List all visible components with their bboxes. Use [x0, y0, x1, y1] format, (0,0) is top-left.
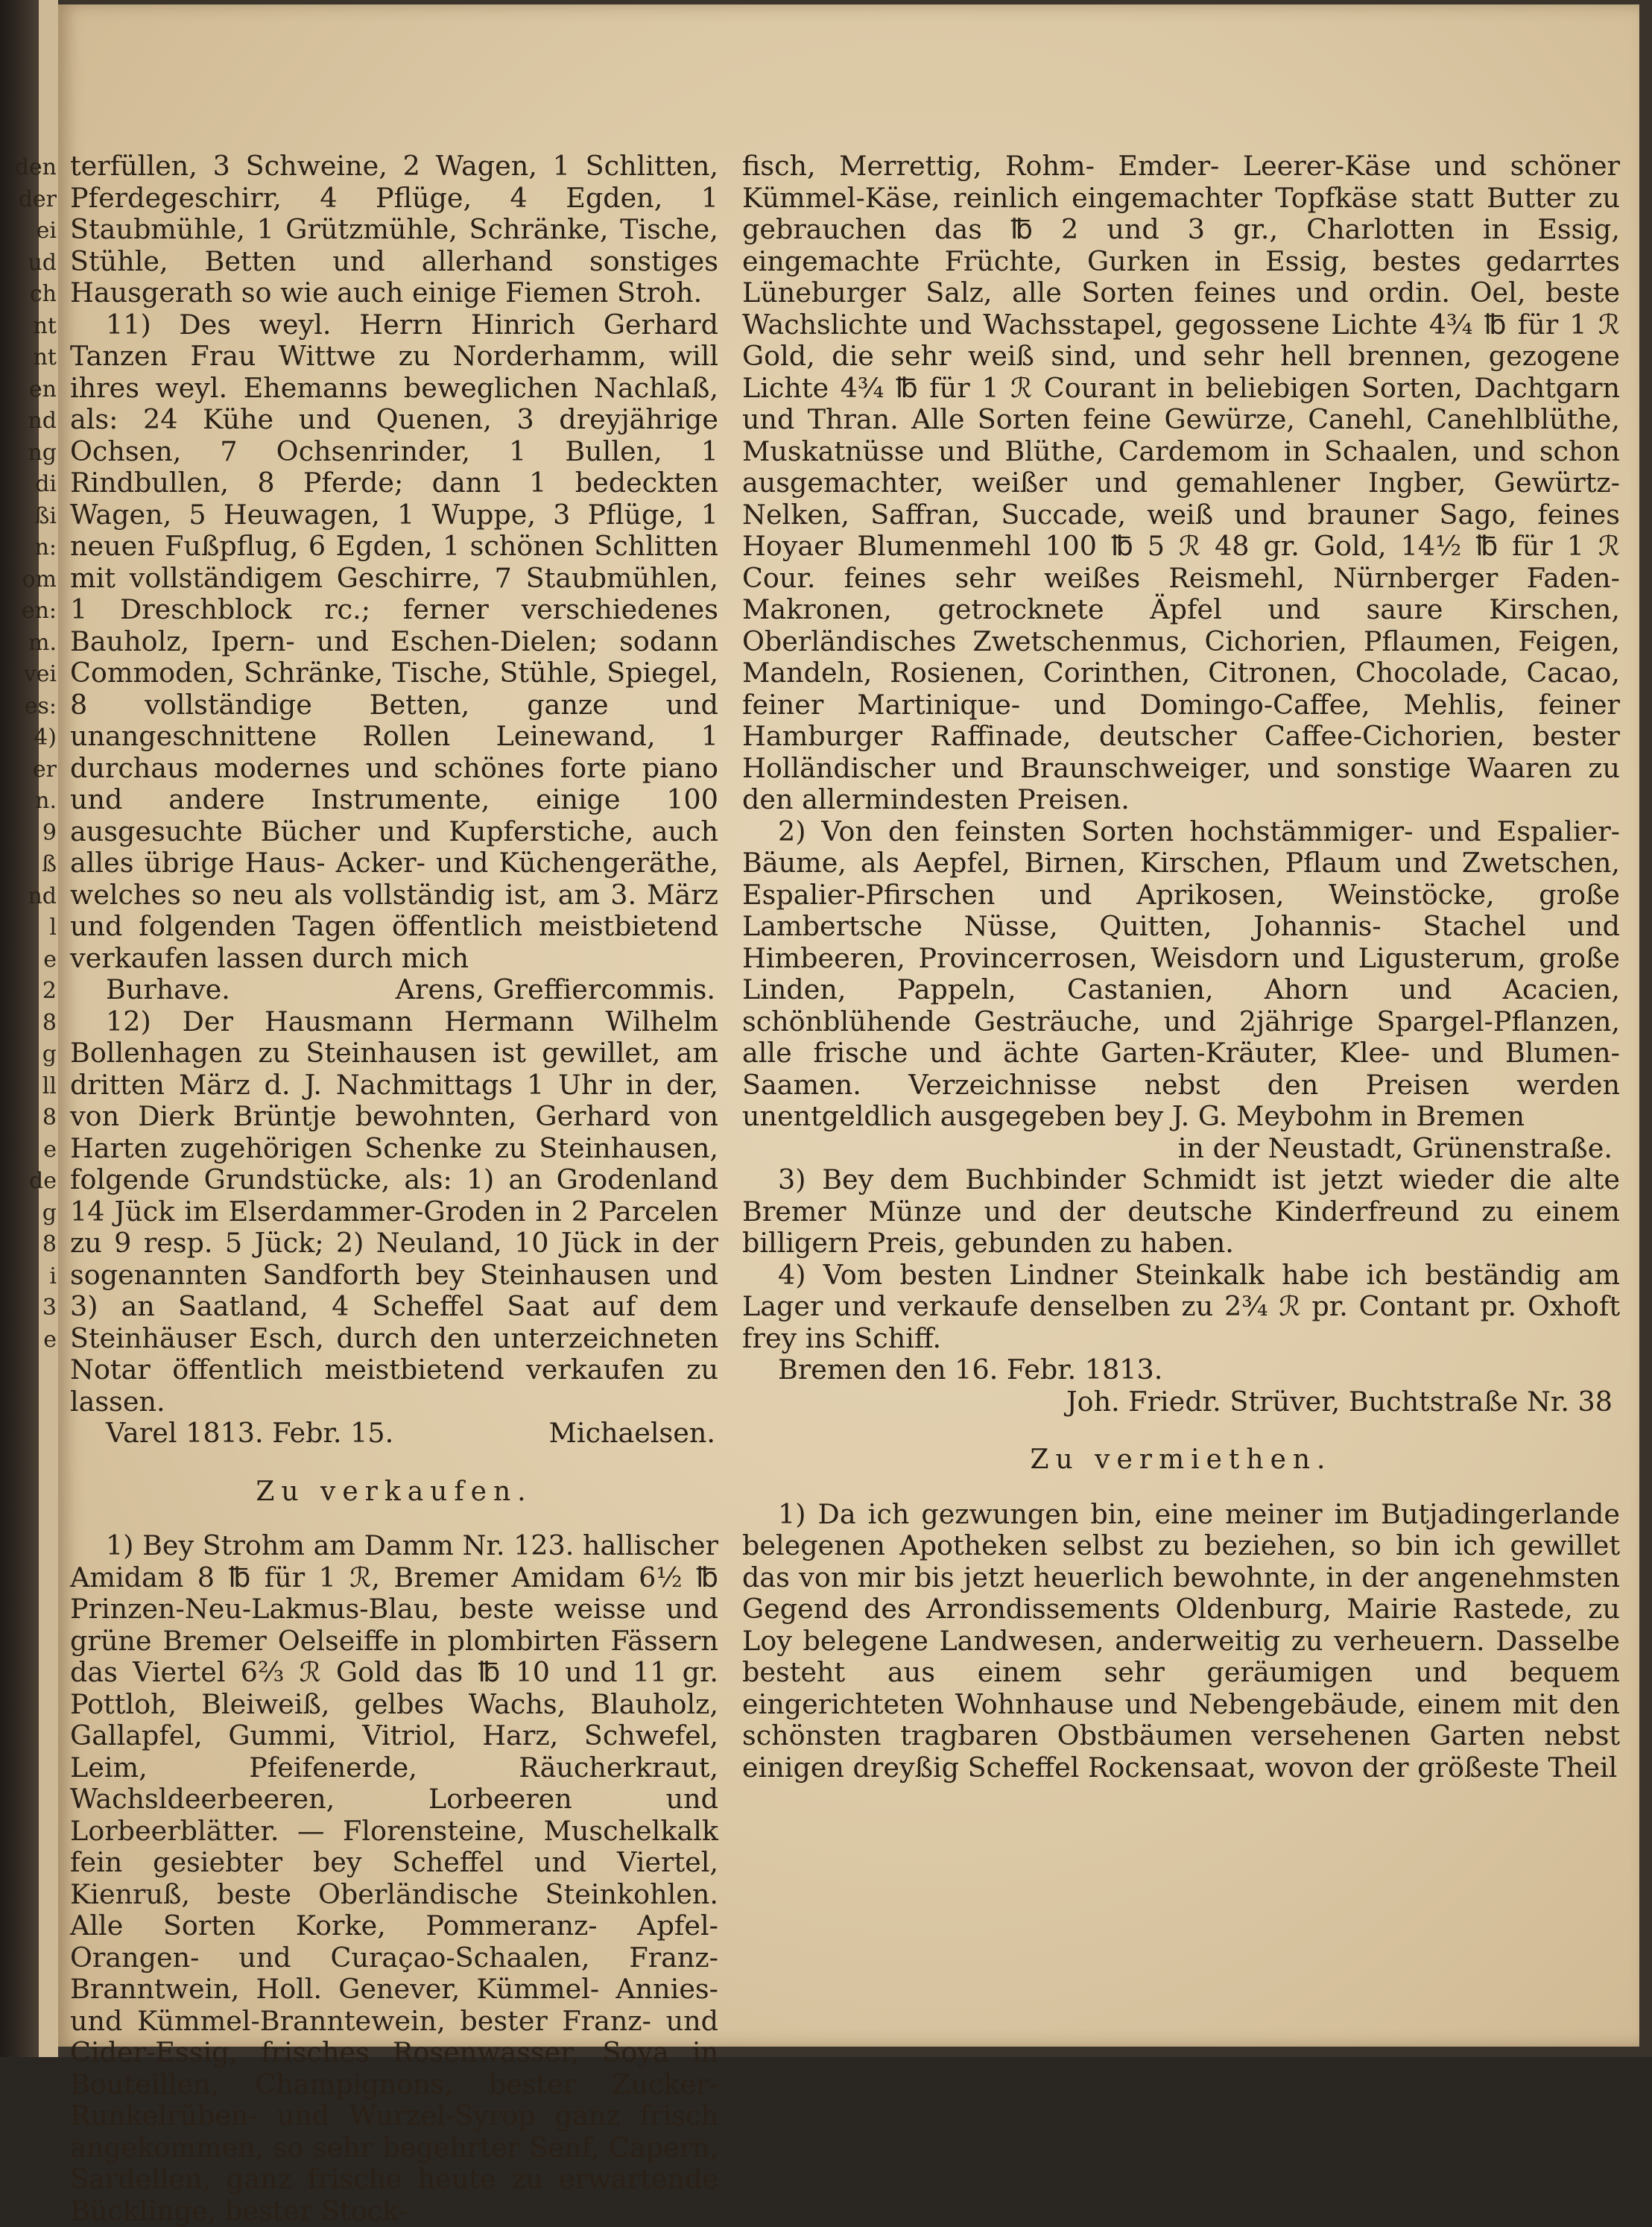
margin-fragment: g	[42, 1199, 57, 1226]
right-column	[742, 151, 1620, 1784]
margin-fragment: ßi	[34, 502, 57, 529]
margin-fragment: i	[49, 1263, 57, 1289]
article-paragraph: 2) Von den feinsten Sorten hochstämmiger- und Espalier-Bäume, als Aepfel, Birnen, Kirschen, Pflaum und Zwetschen, Espalier-Pfirschen und Aprikosen, Weinstöcke, große Lambertsche Nüsse, Quitten, Johannis- Stachel und Himbeeren, Provincerrosen, Weisdorn und Ligusterum, große Linden, Pappeln, Castanien, Ahorn und Acacien, schönblühende Gesträuche, und 2jährige Spargel-Pflanzen, alle frische und ächte Garten-Kräuter, Klee- und Blumen-Saamen. Verzeichnisse nebst den Preisen werden unentgeldlich ausgegeben bey J. G. Meybohm in Bremen	[742, 815, 1620, 1132]
margin-fragment: ng	[28, 439, 57, 466]
margin-fragment: vei	[23, 661, 57, 687]
margin-fragment: e	[43, 1326, 57, 1353]
margin-fragment: 2	[42, 978, 57, 1004]
margin-fragment: 4)	[34, 724, 57, 751]
margin-fragment: l	[49, 915, 57, 941]
margin-fragment: n.	[35, 788, 57, 814]
margin-fragment: nd	[28, 882, 57, 909]
left-column	[70, 151, 718, 2227]
section-heading: Zu verkaufen.	[256, 1476, 533, 1507]
article-paragraph: fisch, Merrettig, Rohm- Emder- Leerer-Käse und schöner Kümmel-Käse, reinlich eingemachter Topfkäse statt Butter zu gebrauchen das ℔ 2 und 3 gr., Charlotten in Essig, eingemachte Früchte, Gurken in Essig, bestes gedarrtes Lüneburger Salz, alle Sorten feines und ordin. Oel, beste Wachslichte und Wachsstapel, gegossene Lichte 4¾ ℔ für 1 ℛ Gold, die sehr weiß sind, und sehr hell brennen, gezogene Lichte 4¾ ℔ für 1 ℛ Courant in beliebigen Sorten, Dachtgarn und Thran. Alle Sorten feine Gewürze, Canehl, Canehlblüthe, Muskatnüsse und Blüthe, Cardemom in Schaalen, und schon ausgemachter, weißer und gemahlener Ingber, Gewürtz-Nelken, Saffran, Succade, weiß und brauner Sago, feines Hoyaer Blumenmehl 100 ℔ 5 ℛ 48 gr. Gold, 14½ ℔ für 1 ℛ Cour. feines sehr weißes Reismehl, Nürnberger Faden-Makronen, getrocknete Äpfel und saure Kirschen, Oberländisches Zwetschenmus, Cichorien, Pflaumen, Feigen, Mandeln, Rosienen, Corinthen, Citronen, Chocolade, Cacao, feiner Martinique- und Domingo-Caffee, Mehlis, feiner Hamburger Raffinade, deutscher Caffee-Cichorien, bester Holländischer und Braunschweiger, und sonstige Waaren zu den allermindesten Preisen.	[742, 150, 1620, 815]
margin-fragment: om	[22, 566, 57, 593]
article-paragraph: 4) Vom besten Lindner Steinkalk habe ich beständig am Lager und verkaufe denselben zu 2¾ ℛ pr. Contant pr. Oxhoft frey ins Schiff.	[742, 1258, 1620, 1354]
article-paragraph: 11) Des weyl. Herrn Hinrich Gerhard Tanzen Frau Wittwe zu Norderhamm, will ihres weyl. Ehemanns beweglichen Nachlaß, als: 24 Kühe und Quenen, 3 dreyjährige Ochsen, 7 Ochsenrinder, 1 Bullen, 1 Rindbullen, 8 Pferde; dann 1 bedeckten Wagen, 5 Heuwagen, 1 Wuppe, 3 Pflüge, 1 neuen Fußpflug, 6 Egden, 1 schönen Schlitten mit vollständigem Geschirre, 7 Staubmühlen, 1 Dreschblock rc.; ferner verschiedenes Bauholz, Ipern- und Eschen-Dielen; sodann Commoden, Schränke, Tische, Stühle, Spiegel, 8 vollständige Betten, ganze und unangeschnittene Rollen Leinewand, 1 durchaus modernes und schönes forte piano und andere Instrumente, einige 100 ausgesuchte Bücher und Kupferstiche, auch alles übrige Haus- Acker- und Küchengeräthe, welches so neu als vollständig ist, am 3. März und folgenden Tagen öffentlich meistbietend verkaufen lassen durch mich	[70, 308, 718, 974]
margin-fragment: 8	[42, 1231, 57, 1257]
margin-fragment: 9	[42, 819, 57, 846]
article-paragraph: Bremen den 16. Febr. 1813.	[778, 1353, 1163, 1386]
section-heading: Zu vermiethen.	[1030, 1444, 1332, 1475]
article-paragraph: terfüllen, 3 Schweine, 2 Wagen, 1 Schlitten, Pferdegeschirr, 4 Pflüge, 4 Egden, 1 Staubmühle, 1 Grützmühle, Schränke, Tische, Stühle, Betten und allerhand sonstiges Hausgerath so wie auch einige Fiemen Stroh.	[70, 150, 718, 309]
margin-fragment: ud	[28, 249, 57, 276]
previous-page-edge	[14, 0, 58, 2057]
signature-place: Burhave.	[106, 973, 230, 1005]
margin-fragment: ll	[42, 1073, 57, 1099]
margin-fragment: nt	[33, 312, 57, 339]
right-aligned-line: Joh. Friedr. Strüver, Buchtstraße Nr. 38	[1066, 1385, 1613, 1418]
signature-line	[70, 1418, 718, 1450]
margin-fragment: e	[43, 946, 57, 973]
signature-line	[70, 974, 718, 1006]
signature-name: Arens, Greffiercommis.	[395, 973, 715, 1005]
margin-fragment: m.	[28, 629, 57, 656]
margin-fragment: nd	[28, 408, 57, 434]
margin-fragment: nt	[33, 344, 57, 370]
margin-fragment: e	[43, 1136, 57, 1163]
margin-fragment: de	[29, 1168, 57, 1194]
right-aligned-line: in der Neustadt, Grünenstraße.	[1177, 1131, 1613, 1164]
newspaper-page	[58, 4, 1639, 2227]
margin-fragment: der	[18, 186, 57, 212]
margin-fragment: en	[28, 376, 57, 402]
signature-place: Varel 1813. Febr. 15.	[106, 1417, 394, 1449]
margin-fragment: es:	[24, 692, 57, 719]
margin-fragment: en:	[21, 598, 57, 624]
margin-fragment: ei	[36, 218, 57, 244]
article-paragraph: 3) Bey dem Buchbinder Schmidt ist jetzt wieder die alte Bremer Münze und der deutsche Kinderfreund zu einem billigern Preis, gebunden zu haben.	[742, 1163, 1620, 1259]
margin-fragment: g	[42, 1041, 57, 1067]
margin-fragment: 8	[42, 1009, 57, 1036]
margin-fragment: 8	[42, 1105, 57, 1131]
article-paragraph: 12) Der Hausmann Hermann Wilhelm Bollenhagen zu Steinhausen ist gewillet, am dritten März d. J. Nachmittags 1 Uhr in der, von Dierk Brüntje bewohnten, Gerhard von Harten zugehörigen Schenke zu Steinhausen, folgende Grundstücke, als: 1) an Grodenland 14 Jück im Elserdammer-Groden in 2 Parcelen zu 9 resp. 5 Jück; 2) Neuland, 10 Jück in der sogenannten Sandforth bey Steinhausen und 3) an Saatland, 4 Scheffel Saat auf dem Steinhäuser Esch, durch den unterzeichneten Notar öffentlich meistbietend verkaufen zu lassen.	[70, 1005, 718, 1418]
margin-fragment: er	[32, 756, 57, 783]
margin-fragment: ch	[29, 281, 57, 307]
margin-fragment: 3	[42, 1295, 57, 1321]
margin-fragment: ß	[41, 851, 57, 877]
margin-fragment: n:	[34, 534, 57, 560]
margin-fragment: di	[35, 471, 57, 497]
book-spine	[0, 0, 39, 2057]
article-paragraph: 1) Da ich gezwungen bin, eine meiner im Butjadingerlande belegenen Apotheken selbst zu beziehen, so bin ich gewillet das von mir bis jetzt heuerlich bewohnte, in der angenehmsten Gegend des Arrondissements Oldenburg, Mairie Rastede, zu Loy belegene Landwesen, anderweitig zu verheuern. Dasselbe besteht aus einem sehr geräumigen und bequem eingerichteten Wohnhause und Nebengebäude, einem mit den schönsten tragbaren Obstbäumen versehenen Garten nebst einigen dreyßig Scheffel Rockensaat, wovon der größeste Theil	[742, 1497, 1620, 1784]
signature-name: Michaelsen.	[548, 1417, 715, 1449]
margin-fragment: den	[14, 154, 57, 180]
article-paragraph: 1) Bey Strohm am Damm Nr. 123. hallischer Amidam 8 ℔ für 1 ℛ, Bremer Amidam 6½ ℔ Prinzen-Neu-Lakmus-Blau, beste weisse und grüne Bremer Oelseiffe in plombirten Fässern das Viertel 6⅔ ℛ Gold das ℔ 10 und 11 gr. Pottloh, Bleiweiß, gelbes Wachs, Blauholz, Gallapfel, Gummi, Vitriol, Harz, Schwefel, Leim, Pfeifenerde, Räucherkraut, Wachsldeerbeeren, Lorbeeren und Lorbeerblätter. — Florensteine, Muschelkalk fein gesiebter bey Scheffel und Viertel, Kienruß, beste Oberländische Steinkohlen. Alle Sorten Korke, Pommeranz- Apfel- Orangen- und Curaçao-Schaalen, Franz-Branntwein, Holl. Genever, Kümmel- Annies- und Kümmel-Branntewein, bester Franz- und Cider-Essig, frisches Rosenwasser, Soya in Bouteillen, Champignons, bester Zucker-Runkelrüben- und Wurzel-Syrop ganz frisch angekommen, so sehr begehrter Senf, Capern, Sardellen, ganz frische heute zu erwartende Bücklinge, bester Stock-	[70, 1529, 718, 2227]
